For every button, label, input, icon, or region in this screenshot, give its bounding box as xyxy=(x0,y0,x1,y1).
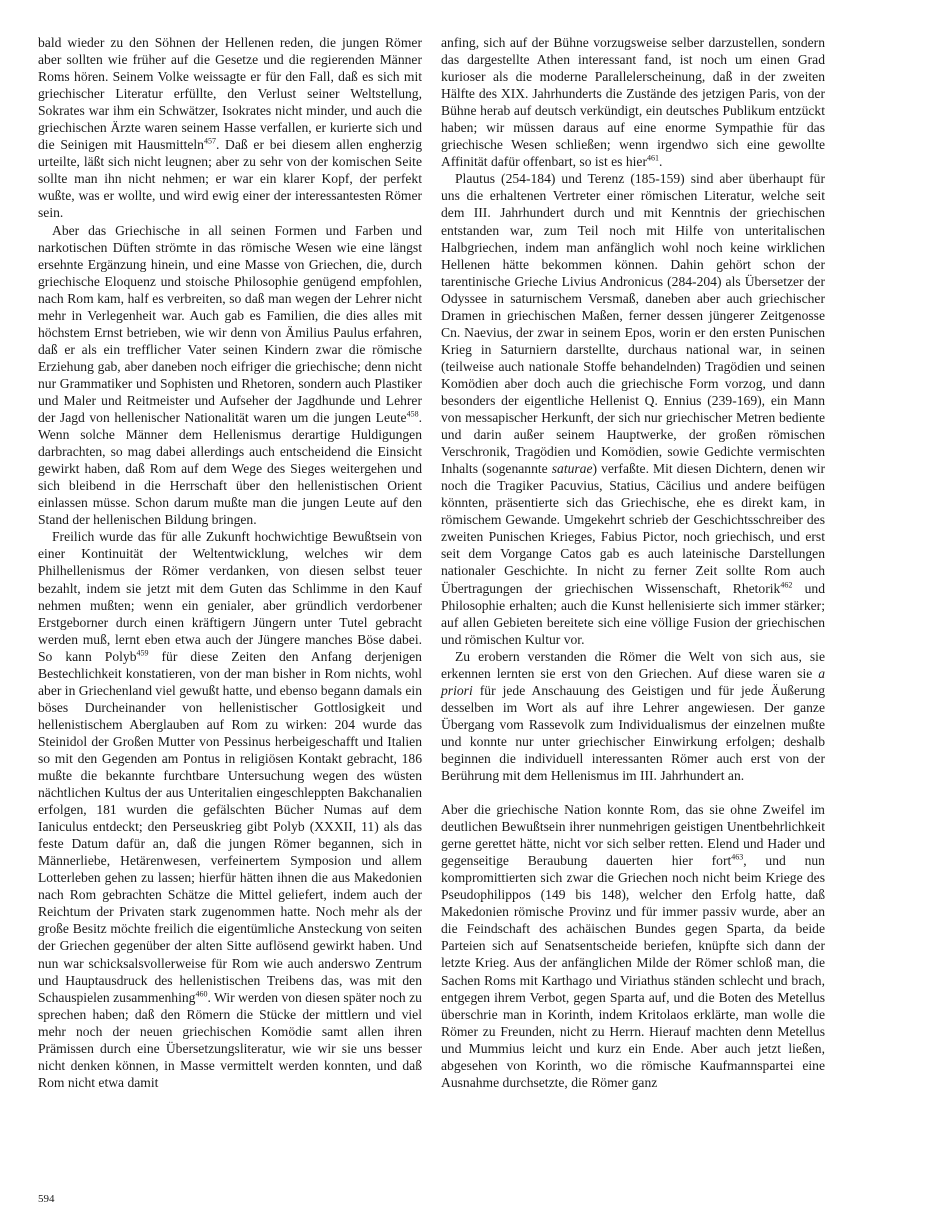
paragraph: Freilich wurde das für alle Zukunft hochwichtige Bewußtsein von einer Kontinuität der Weltentwicklung, welches wir dem Philhellenismus der Römer verdanken, von diesen selbst teuer bezahlt, indem sie jetzt mit dem Guten das Schlimme in den Kauf nehmen mußten; wenn ein genialer, aber gründlich verdorbener Erstgeborner durch einen kräftigern Jüngern unter Tutel gebracht werden muß, lernt eben etwa auch der Jüngere manches Böse dabei. So kann Polyb$^{459}$ für diese Zeiten den Anfang derjenigen Bestechlichkeit konstatieren, von der man bisher in Rom nichts, wohl aber in Griechenland viel gewußt hatte, und ebenso begann damals ein böses Durcheinander von hellenistischer Gottlosigkeit und hellenistischem Aberglauben auf Rom zu wirken: 204 wurde das Steinidol der Großen Mutter von Pessinus herbeigeschafft und Italien so mit den Gegenden am Pontus in religiösen Kontakt gebracht, 186 mußte die bekannte furchtbare Untersuchung wegen des wüsten nächtlichen Kultus der aus Unteritalien eingeschleppten Bakchanalien erfolgen, 181 wurden die gefälschten Bücher Numas auf dem Ianiculus entdeckt; den Perseuskrieg gibt Polyb (XXXII, 11) als das feste Datum dafür an, daß die jungen Römer begannen, sich in Männerliebe, Hetärenwesen, verfeinertem Symposion und allem Lotterleben gehen zu lassen; hierfür hätten ihnen die aus Makedonien nach Rom gebrachten Schätze die Mittel geliefert, indem auch der Reichtum der Privaten stark zugenommen hatte. Noch mehr als der große Besitz möchte freilich die eigentümliche Ansteckung von seiten der Griechen gegenüber der alten Sitte auflösend gewirkt haben. Und nun war schicksalsvollerweise für Rom wie auch anderswo Zentrum und Hauptausdruck des hellenistischen Treibens das, was mit den Schauspielen zusammenhing$^{460}$. Wir werden von diesen später noch zu sprechen haben; daß den Römern die Stücke der mittlern und viel mehr noch der neuen griechischen Komödie samt allen ihren Prämissen durch eine Übersetzungsliteratur, wie wir sie uns besser nicht denken können, in Masse vermittelt werden konnten, und daß Rom nicht etwa damit xyxy=(38,529,422,1090)
paragraph: Plautus (254-184) und Terenz (185-159) sind aber überhaupt für uns die erhaltenen Vertreter einer römischen Literatur, welche seit dem III. Jahrhundert durch und mit Kenntnis der griechischen entstanden war, zum Teil noch mit Hilfe von unteritalischen Halbgriechen, indem man anfänglich wohl noch keine wirklichen Hellenen hätte bekommen können. Dahin gehört schon der tarentinische Grieche Livius Andronicus (284-204) als Übersetzer der Odyssee in saturnischem Versmaß, daneben aber auch griechischer Dramen in griechischen Maßen, ferner dessen jüngerer Zeitgenosse Cn. Naevius, der zwar in seinem Epos, worin er den ersten Punischen Krieg in Saturniern darstellte, durchaus national war, in seinen (teilweise auch nationale Stoffe behandelnden) Tragödien und seinen Komödien aber doch auch die griechische Form vorzog, und dann besonders der eigentliche Hellenist Q. Ennius (239-169), ein Mann von messapischer Herkunft, der sich nur griechischer Metren bediente und darin außer seinem Hauptwerke, der großen römischen Verschronik, Tragödien und Komödien, sowie Gedichte vermischten Inhalts (sogenannte saturae) verfaßte. Mit diesen Dichtern, denen wir noch die Tragiker Pacuvius, Statius, Cäcilius und andere beifügen könnten, präsentierte sich das Griechische, ehe es direkt kam, in römischem Gewande. Umgekehrt schrieb der Geschichtsschreiber des zweiten Punischen Krieges, Fabius Pictor, noch griechisch, und erst seit dem Vorgange Catos gab es auch lateinische Darstellungen nationaler Geschichte. In nicht zu ferner Zeit sollte Rom auch Übertragungen der griechischen Wissenschaft, Rhetorik$^{462}$ und Philosophie erhalten; auch die Kunst hellenisierte sich immer stärker; auf allen Gebieten bereitete sich eine völlige Fusion der griechischen und römischen Kultur vor. xyxy=(441,171,825,647)
footnote-reference: 462 xyxy=(780,579,793,589)
footnote-reference: 463 xyxy=(731,852,744,862)
right-column xyxy=(441,34,825,1091)
footnote-reference: 460 xyxy=(195,989,208,999)
paragraph: Zu erobern verstanden die Römer die Welt von sich aus, sie erkennen lernten sie erst von den Griechen. Auf diese waren sie a priori für jede Anschauung des Geistigen und für jede Äußerung desselben im Wort als auf ihre Lehrer angewiesen. Der ganze Übergang vom Rassevolk zum Individualismus der einzelnen mußte und konnte nur unter griechischer Einwirkung erfolgen; deshalb beginnen die individuell interessanten Römer auch erst von der Berührung mit dem Hellenismus im III. Jahrhundert an. xyxy=(441,648,825,784)
footnote-reference: 458 xyxy=(406,409,419,419)
paragraph: anfing, sich auf der Bühne vorzugsweise selber darzustellen, sondern das dargestellte Athen interessant fand, ist noch um einen Grad kurioser als die moderne Parallelerscheinung, daß in der zweiten Hälfte des XIX. Jahrhunderts die Zustände des jetzigen Paris, von der Bühne herab auf deutsch verkündigt, ein deutsches Publikum entzückt haben; wir müssen daraus auf eine enorme Sympathie für das griechische Wesen schließen; wenn irgendwo sich eine gewollte Affinität dafür offenbart, so ist es hier$^{461}$. xyxy=(441,35,825,170)
footnote-reference: 457 xyxy=(203,136,216,146)
paragraph: Aber die griechische Nation konnte Rom, das sie ohne Zweifel im deutlichen Bewußtsein ihrer nunmehrigen geistigen Unentbehrlichkeit gerne gerettet hätte, nicht vor sich selber retten. Elend und Hader und gegenseitige Beraubung dauerten hier fort$^{463}$, und nun kompromittierten sich zwar die Griechen noch nicht beim Kriege des Pseudophilippos (149 bis 148), welcher den Erfolg hatte, daß Makedonien römische Provinz und für immer passiv wurde, aber an die Feindschaft des achäischen Bundes gegen Sparta, da beide Parteien sich auf Senatsentscheide beriefen, knüpfte sich dann der letzte Krieg. Aus der anfänglichen Milde der Römer schloß man, die Sachen Roms mit Karthago und Viriathus ständen schlecht und brach, entgegen ihrem Verbot, gegen Sparta auf, und die Boten des Metellus überschrie man in Korinth, indem Kritolaos erklärte, man wolle die Römer zu Freunden, nicht zu Herrn. Hierauf machten denn Metellus und Mummius leicht und kurz ein Ende. Aber auch jetzt ließen, abgesehen von Korinth, wo die römische Kaufmannspartei eine Ausnahme durchsetzte, die Römer ganz xyxy=(441,802,825,1090)
footnote-reference: 461 xyxy=(647,153,659,163)
paragraph: Aber das Griechische in all seinen Formen und Farben und narkotischen Düften strömte in das römische Wesen wie eine längst ersehnte Ergänzung hinein, und eine Masse von Griechen, die, durch griechische Eloquenz und stoische Philosophie genügend empfohlen, nach Rom kam, half es verbreiten, so daß man wegen der Lehrer nicht mehr in Verlegenheit war. Auch gab es Familien, die dies alles mit höchstem Ernst betrieben, wie wir denn von Ämilius Paulus erfahren, daß er als ein trefflicher Vater seinen Kindern zwar die römische Erziehung gab, aber daneben noch eifriger die griechische; denn nicht nur Grammatiker und Sophisten und Rhetoren, sondern auch Plastiker und Maler und Reitmeister und Aufseher der Jagdhunde und Lehrer der Jagd von hellenischer Nationalität waren um die jungen Leute$^{458}$. Wenn solche Männer dem Hellenismus derartige Huldigungen darbrachten, so mag dabei allerdings auch entscheidend die Einsicht gewirkt haben, daß Rom auf dem Wege des Sieges weitergehen und sich bleibend in die Herrschaft über den hellenistischen Orient einlassen müsse. Schon darum mußte man die jungen Leute auf den Stand der hellenischen Bildung bringen. xyxy=(38,222,422,528)
page-number: 594 xyxy=(38,1193,55,1205)
footnote-reference: 459 xyxy=(136,648,149,658)
paragraph: bald wieder zu den Söhnen der Hellenen reden, die jungen Römer aber sollten wie früher auf die Gesetze und die regierenden Männer Roms hören. Seinem Volke weissagte er für den Fall, daß es sich mit griechischer Literatur erfüllte, den Verlust seiner Weltstellung, Sokrates war ihm ein Schwätzer, Isokrates nicht minder, und auch die griechischen Ärzte waren seinem Hasse verfallen, er kurierte sich und die Seinigen mit Hausmitteln$^{457}$. Daß er bei diesem allen engherzig urteilte, läßt sich nicht leugnen; aber zu sehr von der komischen Seite sollte man ihn nicht nehmen; er war ein klarer Kopf, der perfekt wußte, was er wollte, und wird ewig einer der interessantesten Römer sein. xyxy=(38,35,423,221)
left-column xyxy=(38,34,422,1091)
